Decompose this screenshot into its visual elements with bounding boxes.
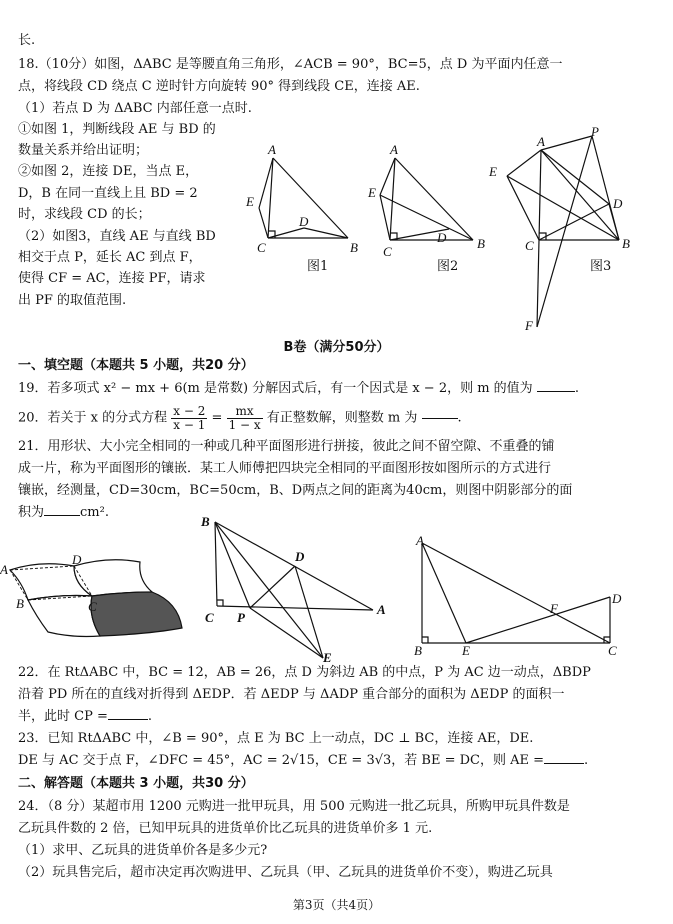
q24-line2: 乙玩具件数的 2 倍，已知甲玩具的进货单价比乙玩具的进货单价多 1 元. xyxy=(18,821,433,836)
figure-1 xyxy=(240,140,365,275)
fig2-caption: 图2 xyxy=(437,259,459,274)
q20-blank xyxy=(422,418,458,419)
q20-fraction-left xyxy=(171,405,207,432)
q24-line4: （2）玩具售完后，超市决定再次购进甲、乙玩具（甲、乙玩具的进货单价不变），购进乙玩具 xyxy=(18,865,553,880)
fig3-label-d: D xyxy=(613,196,623,211)
q21-blank xyxy=(44,515,80,516)
fig3-caption: 图3 xyxy=(590,259,612,274)
q21-line4-pre: 积为 xyxy=(18,505,45,520)
figure-3 xyxy=(485,122,635,332)
section-b-title: B卷（满分50分） xyxy=(283,340,390,355)
fig1-label-e: E xyxy=(246,194,254,209)
fig2-label-d: D xyxy=(437,230,447,245)
q18-line2: 点，将线段 CD 绕点 C 逆时针方向旋转 90° 得到线段 CE，连接 AE. xyxy=(18,79,420,94)
q22-label-p: P xyxy=(237,610,245,625)
q23-line2 xyxy=(18,752,588,770)
q22-label-b: B xyxy=(201,514,210,529)
q23-line2-text: DE 与 AC 交于点 F，∠DFC = 45°，AC = 2√15，CE = 3√3，若 BE = DC，则 AE = xyxy=(18,753,545,768)
part1-header: 一、填空题（本题共 5 小题，共20 分） xyxy=(18,358,254,373)
q20-f1-num: x − 2 xyxy=(173,404,206,418)
q24-line1: 24．（8 分）某超市用 1200 元购进一批甲玩具，用 500 元购进一批乙玩具，所购甲玩具件数是 xyxy=(18,799,570,814)
fig3-label-a: A xyxy=(537,134,545,149)
q20-f1-den: x − 1 xyxy=(173,418,206,432)
q20-f2-den: 1 − x xyxy=(228,418,261,432)
q18-line5: 数量关系并给出证明； xyxy=(18,143,149,158)
q21-line4 xyxy=(18,504,109,522)
fig2-label-b: B xyxy=(477,236,485,251)
q23-label-a: A xyxy=(416,533,424,548)
q22-line3-end: . xyxy=(147,709,152,724)
fig2-label-e: E xyxy=(368,185,376,200)
q22-figure xyxy=(195,510,395,670)
q19-text: 19．若多项式 x² − mx + 6(m 是常数) 分解因式后，有一个因式是 x − 2，则 m 的值为 xyxy=(18,381,533,396)
q23-label-d: D xyxy=(612,591,622,606)
page-footer: 第3页（共4页） xyxy=(292,898,381,912)
q19: 19．若多项式 x² − mx + 6(m 是常数) 分解因式后，有一个因式是 x − 2，则 m 的值为 . xyxy=(18,381,579,396)
fig3-label-p: P xyxy=(591,124,599,139)
q20-pre: 20．若关于 x 的分式方程 xyxy=(18,410,168,426)
q22-line3-pre: 半，此时 CP = xyxy=(18,709,108,724)
q23-label-c: C xyxy=(608,643,617,658)
q18-line11: 使得 CF = AC，连接 PF，请求 xyxy=(18,271,206,286)
q23-label-f: F xyxy=(550,601,558,616)
q21-line1: 21．用形状、大小完全相同的一种或几种平面图形进行拼接，彼此之间不留空隙、不重叠的铺 xyxy=(18,439,555,454)
q22-blank xyxy=(108,719,148,720)
q21-line2: 成一片，称为平面图形的镶嵌．某工人师傅把四块完全相同的平面图形按如图所示的方式进行 xyxy=(18,461,552,476)
q18-line10: 相交于点 P，延长 AC 到点 F， xyxy=(18,250,202,265)
tess-label-d: D xyxy=(72,552,82,567)
q19-blank xyxy=(537,391,575,392)
q23-blank xyxy=(544,763,584,764)
q18-line1: 18.（10分）如图，ΔABC 是等腰直角三角形，∠ACB = 90°，BC=5，点 D 为平面内任意一 xyxy=(18,57,563,72)
q18-line9: （2）如图3，直线 AE 与直线 BD xyxy=(18,229,216,244)
q23-label-b: B xyxy=(414,643,422,658)
q20-post: 有正整数解，则整数 m 为 xyxy=(266,410,418,426)
q18-line3: （1）若点 D 为 ΔABC 内部任意一点时. xyxy=(18,101,252,116)
q18-line6: ②如图 2，连接 DE，当点 E， xyxy=(18,164,199,179)
fig1-label-c: C xyxy=(257,240,266,255)
part2-header: 二、解答题（本题共 3 小题，共30 分） xyxy=(18,776,254,791)
q22-label-a: A xyxy=(377,602,386,617)
fig1-label-d: D xyxy=(299,214,309,229)
fig1-label-b: B xyxy=(350,240,358,255)
q21-line3: 镶嵌，经测量，CD=30cm，BC=50cm，B、D两点之间的距离为40cm，则图中阴影部分的面 xyxy=(18,483,573,498)
fig1-label-a: A xyxy=(268,142,276,157)
tess-label-c: C xyxy=(88,599,97,614)
q18-line12: 出 PF 的取值范围. xyxy=(18,293,127,308)
q18-line4: ①如图 1，判断线段 AE 与 BD 的 xyxy=(18,122,216,137)
q22-line2: 沿着 PD 所在的直线对折得到 ΔEDP．若 ΔEDP 与 ΔADP 重合部分的面积为 ΔEDP 的面积一 xyxy=(18,687,565,702)
q24-line3: （1）求甲、乙玩具的进货单价各是多少元? xyxy=(18,843,268,858)
figure-2 xyxy=(365,140,490,275)
fig2-label-c: C xyxy=(383,244,392,259)
fig3-label-b: B xyxy=(622,236,630,251)
fig3-label-f: F xyxy=(525,318,533,333)
q20-eq: = xyxy=(211,410,223,426)
q22-label-e: E xyxy=(323,650,332,665)
q18-line7: D，B 在同一直线上且 BD = 2 xyxy=(18,186,198,201)
fig3-label-e: E xyxy=(489,164,497,179)
fig1-caption: 图1 xyxy=(307,259,329,274)
q23-line1: 23．已知 RtΔABC 中，∠B = 90°，点 E 为 BC 上一动点，DC ⊥ BC，连接 AE，DE. xyxy=(18,731,534,746)
q20-fraction-right xyxy=(227,405,263,432)
q22-line3 xyxy=(18,708,152,726)
q21-line4-unit: cm². xyxy=(80,505,109,520)
q20: 20．若关于 x 的分式方程 $\frac{x - 2}{x - 1}$ = $\frac{mx}{1 - x}$ 有正整数解，则整数 m 为 . xyxy=(18,404,462,432)
tess-label-b: B xyxy=(16,596,24,611)
fig3-label-c: C xyxy=(525,238,534,253)
q23-label-e: E xyxy=(462,643,470,658)
tess-label-a: A xyxy=(0,562,8,577)
q22-line1: 22．在 RtΔABC 中，BC = 12，AB = 26，点 D 为斜边 AB 的中点，P 为 AC 边一动点，ΔBDP xyxy=(18,665,591,680)
q23-line2-end: . xyxy=(584,753,589,768)
q17-tail: 长. xyxy=(18,33,36,48)
fig2-label-a: A xyxy=(390,142,398,157)
q23-figure xyxy=(410,535,625,657)
q18-line8: 时，求线段 CD 的长； xyxy=(18,207,151,222)
q22-label-d: D xyxy=(295,549,305,564)
q20-f2-num: mx xyxy=(227,405,263,419)
q22-label-c: C xyxy=(205,610,214,625)
tessellation-figure xyxy=(0,552,190,647)
